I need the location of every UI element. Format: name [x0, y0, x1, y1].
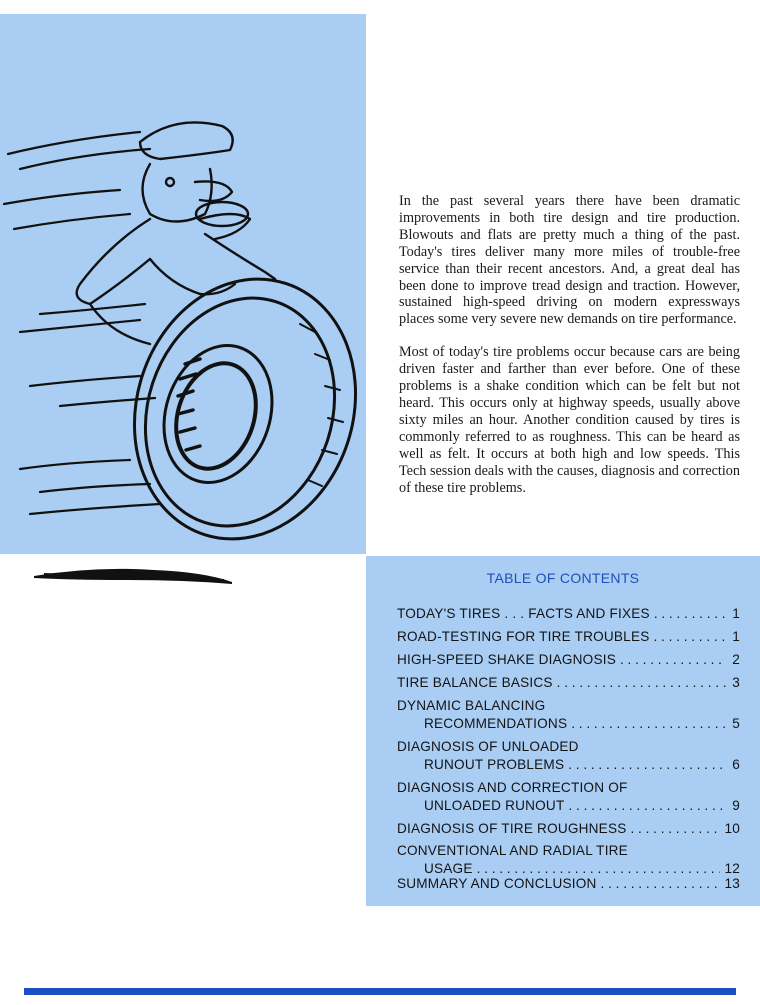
- toc-entry-page: 1: [732, 629, 740, 644]
- toc-entry[interactable]: [397, 674, 740, 692]
- tire: [101, 250, 366, 554]
- toc-entry-page: 9: [732, 798, 740, 813]
- leader-dots: [654, 605, 726, 623]
- toc-entry-label: TIRE BALANCE BASICS: [397, 675, 553, 690]
- toc-entry-label: ROAD-TESTING FOR TIRE TROUBLES: [397, 629, 650, 644]
- toc-entry-label-continued: UNLOADED RUNOUT: [424, 798, 565, 813]
- toc-entry-label: SUMMARY AND CONCLUSION: [397, 876, 597, 891]
- toc-entry-label: DIAGNOSIS OF UNLOADED: [397, 739, 579, 754]
- intro-text: [399, 193, 740, 512]
- leader-dots: [653, 628, 726, 646]
- speed-streak-mark: [34, 562, 234, 588]
- toc-entry-label: HIGH-SPEED SHAKE DIAGNOSIS: [397, 652, 616, 667]
- toc-entry-page: 1: [732, 606, 740, 621]
- intro-paragraph-1: In the past several years there have been dramatic improvements in both tire design and tire production. Blowouts and flats are pretty much a thing of the past. Today's tires deliver many more miles of trouble-free service than their recent ancestors. And, a great deal has been done to improve tread design and traction. However, sustained high-speed driving on modern expressways places some very severe new demands on tire performance.: [399, 193, 740, 328]
- leader-dots: [568, 797, 726, 815]
- toc-entry-label-continued: RECOMMENDATIONS: [424, 716, 568, 731]
- toc-entry[interactable]: [397, 842, 740, 878]
- toc-entry[interactable]: [397, 697, 740, 733]
- toc-entry-label: DIAGNOSIS OF TIRE ROUGHNESS: [397, 821, 627, 836]
- toc-entry-label-continued: RUNOUT PROBLEMS: [424, 757, 565, 772]
- toc-entry[interactable]: [397, 820, 740, 838]
- toc-entry-label: DYNAMIC BALANCING: [397, 698, 546, 713]
- toc-entry[interactable]: [397, 875, 740, 893]
- toc-entry-label: TODAY'S TIRES . . . FACTS AND FIXES: [397, 606, 650, 621]
- table-of-contents-panel: [366, 556, 760, 906]
- leader-dots: [620, 651, 726, 669]
- toc-entry[interactable]: [397, 605, 740, 623]
- toc-entry-page: 6: [732, 757, 740, 772]
- rider-figure: [77, 122, 275, 344]
- leader-dots: [557, 674, 726, 692]
- toc-entry[interactable]: [397, 779, 740, 815]
- leader-dots: [630, 820, 720, 838]
- cartoon-illustration-panel: [0, 14, 366, 554]
- toc-entry[interactable]: [397, 628, 740, 646]
- toc-entry-page: 5: [732, 716, 740, 731]
- toc-entry[interactable]: [397, 738, 740, 774]
- toc-entry-label-continued: USAGE: [424, 861, 473, 876]
- toc-entry-page: 2: [732, 652, 740, 667]
- toc-entry-page: 12: [724, 861, 740, 876]
- toc-entry-page: 13: [724, 876, 740, 891]
- toc-entry-page: 3: [732, 675, 740, 690]
- leader-dots: [568, 756, 726, 774]
- intro-paragraph-2: Most of today's tire problems occur because cars are being driven faster and farther than ever before. One of these problems is a shake condition which can be felt but not heard. This occurs only at highway speeds, usually above sixty miles an hour. Another condition caused by tires is commonly referred to as roughness. This can be heard as well as felt. It occurs at both high and low speeds. This Tech session deals with the causes, diagnosis and correction of these tire problems.: [399, 344, 740, 496]
- toc-entry-page: 10: [724, 821, 740, 836]
- leader-dots: [571, 715, 726, 733]
- toc-entry-label: DIAGNOSIS AND CORRECTION OF: [397, 780, 628, 795]
- toc-entry[interactable]: [397, 651, 740, 669]
- leader-dots: [601, 875, 721, 893]
- bottom-rule: [24, 988, 736, 995]
- toc-entry-label: CONVENTIONAL AND RADIAL TIRE: [397, 843, 628, 858]
- cartoon-tire-rider-illustration: [0, 14, 366, 554]
- toc-title: TABLE OF CONTENTS: [486, 570, 640, 586]
